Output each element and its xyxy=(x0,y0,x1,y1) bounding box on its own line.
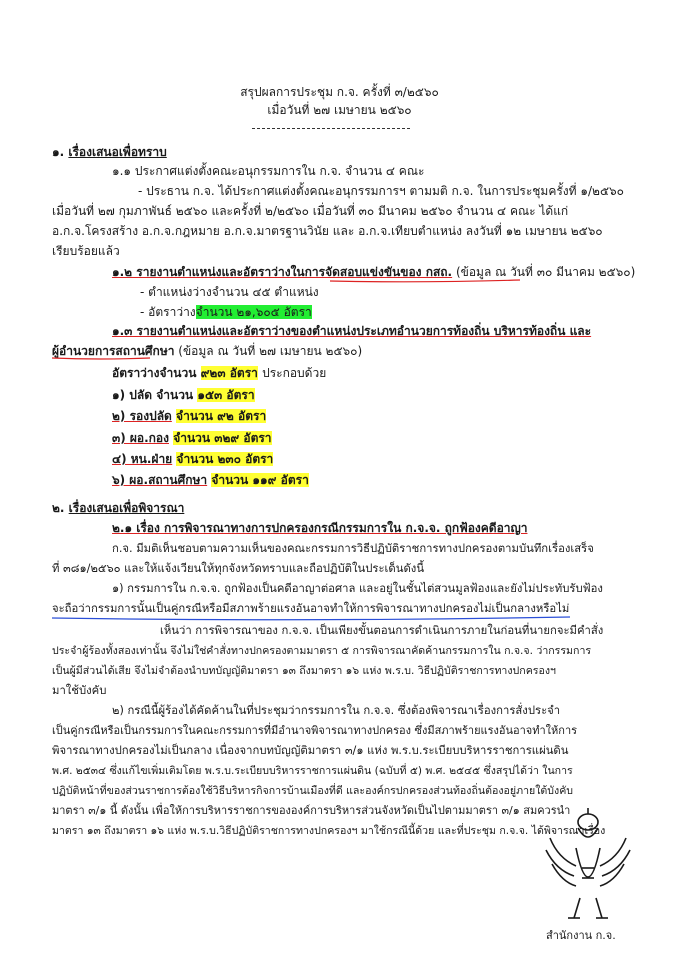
total-value: ๙๒๓ อัตรา xyxy=(200,366,258,380)
vacant-rate-value: จำนวน ๒๑,๖๐๕ อัตรา xyxy=(195,305,312,319)
official-seal xyxy=(538,808,638,948)
paragraph-line: ๒) กรณีนี้ผู้ร้องได้คัดค้านในที่ประชุมว่ากรรมการใน ก.จ.จ. ซึ่งต้องพิจารณาเรื่องการสั่งประจำ xyxy=(112,704,561,717)
document-title: สรุปผลการประชุม ก.จ. ครั้งที่ ๓/๒๕๖๐ xyxy=(240,85,439,99)
breakdown-label: ๑) ปลัด จำนวน xyxy=(112,388,194,402)
item-1-1-line: เรียบร้อยแล้ว xyxy=(52,244,120,258)
red-pen-underline xyxy=(330,280,520,282)
item-1-1-line: เมื่อวันที่ ๒๗ กุมภาพันธ์ ๒๕๖๐ และครั้งที่ ๒/๒๕๖๐ เมื่อวันที่ ๓๐ มีนาคม ๒๕๖๐ จำนวน ๔ คณะ ได้แก่ xyxy=(52,204,569,218)
section2-number: ๒. xyxy=(52,501,65,515)
item-1-2-note: (ข้อมูล ณ วันที่ ๓๐ มีนาคม ๒๕๖๐) xyxy=(455,265,636,279)
vacant-positions: - ตำแหน่งว่างจำนวน ๔๕ ตำแหน่ง xyxy=(140,285,319,299)
garuda-emblem-icon xyxy=(538,808,638,948)
document-date: เมื่อวันที่ ๒๗ เมษายน ๒๕๖๐ xyxy=(267,103,412,117)
item-1-1-line: อ.ก.จ.โครงสร้าง อ.ก.จ.กฎหมาย อ.ก.จ.มาตรฐานวินัย และ อ.ก.จ.เทียบตำแหน่ง ลงวันที่ ๑๒ เมษายน ๒๕๖๐ xyxy=(52,224,603,238)
item-1-3-title-line1: ๑.๓ รายงานตำแหน่งและอัตราว่างของตำแหน่งประเภทอำนวยการท้องถิ่น บริหารท้องถิ่น และ xyxy=(112,324,592,338)
item-1-1-line: - ประธาน ก.จ. ได้ประกาศแต่งตั้งคณะอนุกรรมการฯ ตามมติ ก.จ. ในการประชุมครั้งที่ ๑/๒๕๖๐ xyxy=(138,184,624,198)
paragraph-line: ๑) กรรมการใน ก.จ.จ. ถูกฟ้องเป็นคดีอาญาต่อศาล และอยู่ในชั้นไต่สวนมูลฟ้องและยังไม่ประทับรับฟ้อง xyxy=(112,582,603,595)
blue-pen-underline xyxy=(52,617,570,620)
breakdown-label: ๒) รองปลัด xyxy=(112,409,172,423)
paragraph-line: เป็นคู่กรณีหรือเป็นกรรมการในคณะกรรมการที่มีอำนาจพิจารณาทางปกครอง ซึ่งมีสภาพร้ายแรงอันอาจทำให้การ xyxy=(52,724,578,737)
breakdown-value: จำนวน ๙๒ อัตรา xyxy=(176,409,267,423)
paragraph-line: เห็นว่า การพิจารณาของ ก.จ.จ. เป็นเพียงขั้นตอนการดำเนินการภายในก่อนที่นายกจะมีคำสั่ง xyxy=(160,624,604,637)
breakdown-label: ๔) หน.ฝ่าย xyxy=(112,452,173,466)
section1-title: เรื่องเสนอเพื่อทราบ xyxy=(68,145,167,159)
item-1-3-title-bold: ผู้อำนวยการสถานศึกษา xyxy=(52,344,175,358)
paragraph-line: พ.ศ. ๒๕๓๔ ซึ่งแก้ไขเพิ่มเติมโดย พ.ร.บ.ระเบียบบริหารราชการแผ่นดิน (ฉบับที่ ๕) พ.ศ. ๒๕๔๕ ซึ่งสรุปได้ว่า ในการ xyxy=(52,765,573,777)
item-1-1-title: ๑.๑ ประกาศแต่งตั้งคณะอนุกรรมการใน ก.จ. จำนวน ๔ คณะ xyxy=(112,164,425,178)
total-suffix: ประกอบด้วย xyxy=(262,366,327,380)
breakdown-label: ๖) ผอ.สถานศึกษา xyxy=(112,473,208,487)
breakdown-value: จำนวน ๒๓๐ อัตรา xyxy=(176,452,274,466)
paragraph-line: เป็นผู้มีส่วนได้เสีย จึงไม่จำต้องนำบทบัญญัติมาตรา ๑๓ ถึงมาตรา ๑๖ แห่ง พ.ร.บ. วิธีปฏิบัติราชการทางปกครองฯ xyxy=(52,665,556,677)
section1-number: ๑. xyxy=(52,145,65,159)
breakdown-value: จำนวน ๓๒๙ อัตรา xyxy=(173,431,272,445)
paragraph-line: ที่ ๓๘๑/๒๕๖๐ และให้แจ้งเวียนให้ทุกจังหวัดทราบและถือปฏิบัติในประเด็นดังนี้ xyxy=(52,562,425,575)
breakdown-label: ๓) ผอ.กอง xyxy=(112,431,169,445)
total-label: อัตราว่างจำนวน xyxy=(112,366,197,380)
breakdown-value: จำนวน ๑๑๙ อัตรา xyxy=(211,473,309,487)
paragraph-line: จะถือว่ากรรมการนั้นเป็นคู่กรณีหรือมีสภาพร้ายแรงอันอาจทำให้การพิจารณาทางปกครองไม่เป็นกลางหรือไม่ xyxy=(52,602,570,615)
paragraph-line: มาตรา ๑๓ ถึงมาตรา ๑๖ แห่ง พ.ร.บ.วิธีปฏิบัติราชการทางปกครองฯ มาใช้กรณีนี้ด้วย และที่ประชุม ก.จ.จ. ได้พิจารณาเรื่อง xyxy=(52,825,606,837)
paragraph-line: พิจารณาทางปกครองไม่เป็นกลาง เนื่องจากบทบัญญัติมาตรา ๓/๑ แห่ง พ.ร.บ.ระเบียบบริหารราชการแผ่นดิน xyxy=(52,744,569,757)
paragraph-line: ปฏิบัติหน้าที่ของส่วนราชการต้องใช้วิธีบริหารกิจการบ้านเมืองที่ดี และองค์กรปกครองส่วนท้องถิ่นต้องอยู่ภายใต้บังคับ xyxy=(52,785,574,797)
item-1-3-note: (ข้อมูล ณ วันที่ ๒๗ เมษายน ๒๕๖๐) xyxy=(178,344,363,358)
paragraph-line: ประจำผู้ร้องทั้งสองเท่านั้น จึงไม่ใช่คำสั่งทางปกครองตามมาตรา ๕ การพิจารณาคัดค้านกรรมการใน ก.จ.จ. ว่ากรรมการ xyxy=(52,645,592,657)
item-2-1-title-text: ๒.๑ เรื่อง การพิจารณาทางการปกครองกรณีกรรมการใน ก.จ.จ. ถูกฟ้องคดีอาญา xyxy=(112,521,528,535)
paragraph-line: มาใช้บังคับ xyxy=(52,684,107,697)
breakdown-value: ๑๕๓ อัตรา xyxy=(197,388,255,402)
seal-caption: สำนักงาน ก.จ. xyxy=(546,929,616,942)
paragraph-line: มาตรา ๓/๑ นี้ ดังนั้น เพื่อให้การบริหารราชการขององค์การบริหารส่วนจังหวัดเป็นไปตามมาตรา ๓/๑ สมควรนำ xyxy=(52,804,571,817)
section2-title: เรื่องเสนอเพื่อพิจารณา xyxy=(68,501,185,515)
vacant-rate-label: - อัตราว่าง xyxy=(140,305,196,319)
red-pen-underline xyxy=(52,358,150,359)
paragraph-line: ก.จ. มีมติเห็นชอบตามความเห็นของคณะกรรมการวิธีปฏิบัติราชการทางปกครองตามบันทึกเรื่องเสร็จ xyxy=(112,542,594,555)
item-1-2-title: ๑.๒ รายงานตำแหน่งและอัตราว่างในการจัดสอบแข่งขันของ กสถ. xyxy=(112,265,453,279)
